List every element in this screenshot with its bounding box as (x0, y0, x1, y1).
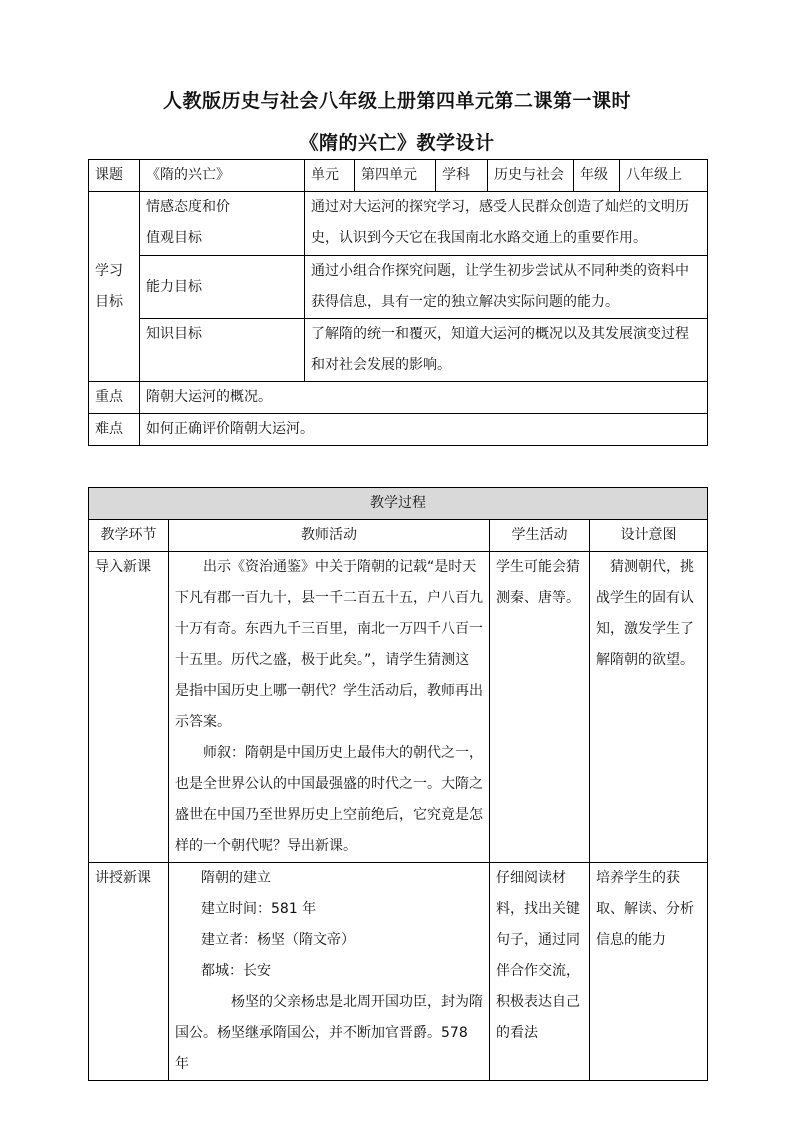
goals-label-line1: 学习 (95, 262, 123, 279)
topic-value: 《隋的兴亡》 (140, 160, 305, 192)
emotion-goal-label-line1: 情感态度和价 (146, 199, 230, 215)
ability-goal-label: 能力目标 (140, 256, 305, 319)
goals-label (89, 192, 140, 382)
knowledge-goal-label: 知识目标 (140, 319, 305, 382)
new-lesson-design-intent: 培养学生的获取、解读、分析信息的能力 (590, 863, 708, 1081)
unit-label: 单元 (305, 160, 355, 192)
subject-value: 历史与社会 (488, 160, 574, 192)
teacher-line-capital: 都城：长安 (201, 963, 271, 979)
teacher-para-yangjian: 杨坚的父亲杨忠是北周开国功臣，封为隋国公。杨坚继承隋国公，并不断加官晋爵。578 年 (175, 994, 483, 1072)
intro-student-activity: 学生可能会猜测秦、唐等。 (490, 552, 590, 863)
subject-label: 学科 (436, 160, 488, 192)
emotion-goal-label (140, 192, 305, 256)
intro-teacher-para-1: 出示《资治通鉴》中关于隋朝的记载“是时天下凡有郡一百九十，县一千二百五十五，户八百九十万有奇。东西九千三百里，南北一万四千八百一十五里。历代之盛，极于此矣。”，请学生猜测这是指中国历史上哪一朝代？学生活动后，教师再出示答案。 (175, 559, 483, 730)
intro-design-intent (590, 552, 708, 863)
col-teacher-header: 教师活动 (169, 520, 490, 552)
col-stage-header: 教学环节 (89, 520, 169, 552)
teacher-line-time: 建立时间：581 年 (201, 901, 317, 917)
intro-design-intent-text: 猜测朝代，挑战学生的固有认知，激发学生了解隋朝的欲望。 (596, 559, 694, 668)
topic-label: 课题 (89, 160, 140, 192)
document-subtitle: 《隋的兴亡》教学设计 (299, 132, 495, 154)
key-point-label: 重点 (89, 382, 140, 414)
ability-goal-text: 通过小组合作探究问题，让学生初步尝试从不同种类的资料中获得信息，具有一定的独立解决实际问题的能力。 (305, 256, 708, 319)
col-student-header: 学生活动 (490, 520, 590, 552)
new-lesson-student-activity: 仔细阅读材料，找出关键句子，通过同伴合作交流，积极表达自己的看法 (490, 863, 590, 1081)
knowledge-goal-text: 了解隋的统一和覆灭，知道大运河的概况以及其发展演变过程和对社会发展的影响。 (305, 319, 708, 382)
goals-label-line2: 目标 (95, 293, 123, 310)
key-point-text: 隋朝大运河的概况。 (140, 382, 708, 414)
grade-label: 年级 (574, 160, 620, 192)
intro-stage: 导入新课 (89, 552, 169, 863)
lesson-info-table (88, 159, 708, 446)
grade-value: 八年级上 (620, 160, 708, 192)
intro-teacher-activity (169, 552, 490, 863)
difficulty-text: 如何正确评价隋朝大运河。 (140, 414, 708, 446)
col-intent-header: 设计意图 (590, 520, 708, 552)
intro-teacher-para-2: 师叙：隋朝是中国历史上最伟大的朝代之一，也是全世界公认的中国最强盛的时代之一。大隋之盛世在中国乃至世界历史上空前绝后，它究竟是怎样的一个朝代呢？导出新课。 (175, 745, 483, 854)
teaching-process-table (88, 487, 708, 1081)
document-title: 人教版历史与社会八年级上册第四单元第二课第一课时 (162, 90, 631, 112)
unit-value: 第四单元 (355, 160, 436, 192)
teacher-line-founding: 隋朝的建立 (201, 870, 271, 886)
teacher-line-founder: 建立者：杨坚（隋文帝） (201, 932, 355, 948)
difficulty-label: 难点 (89, 414, 140, 446)
process-header: 教学过程 (89, 488, 708, 520)
emotion-goal-text: 通过对大运河的探究学习，感受人民群众创造了灿烂的文明历史，认识到今天它在我国南北水路交通上的重要作用。 (305, 192, 708, 256)
new-lesson-teacher-activity (169, 863, 490, 1081)
new-lesson-stage: 讲授新课 (89, 863, 169, 1081)
emotion-goal-label-line2: 值观目标 (146, 230, 202, 246)
